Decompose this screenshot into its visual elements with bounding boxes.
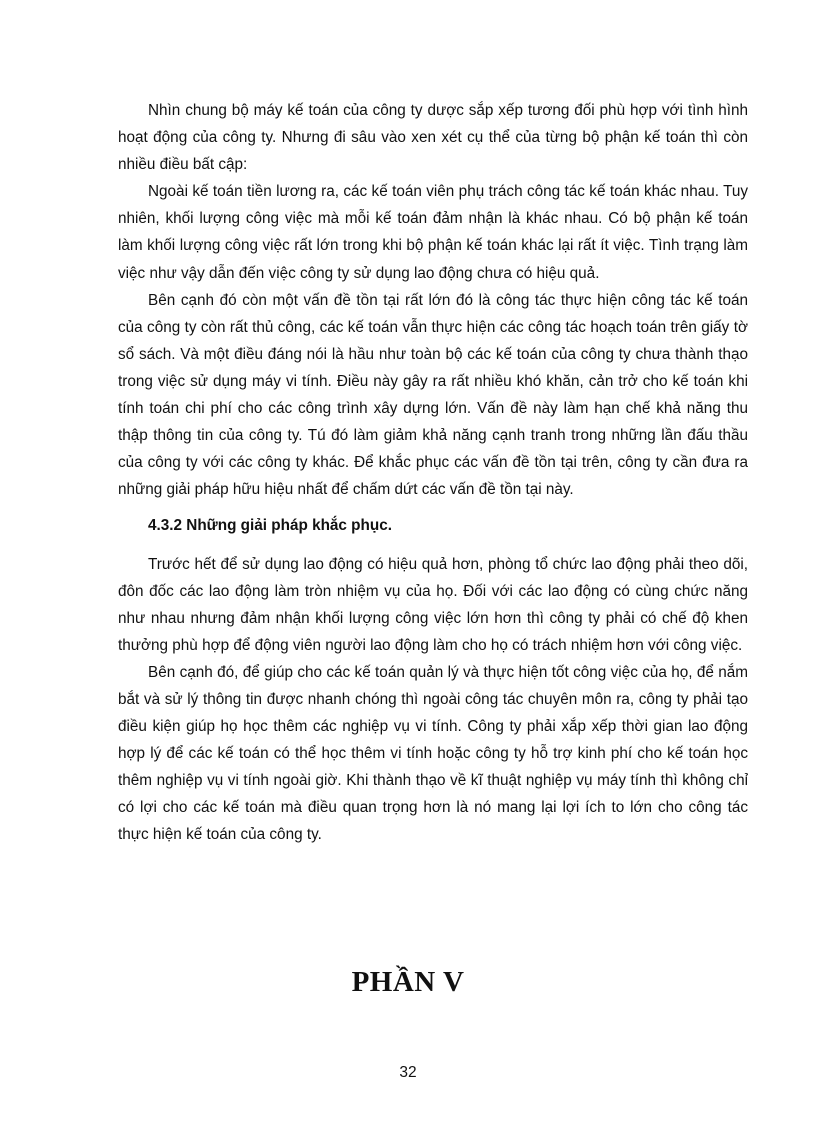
paragraph-solution-computing: Bên cạnh đó, để giúp cho các kế toán quản lý và thực hiện tốt công việc của họ, để nắm bắt và sử lý thông tin được nhanh chóng thì ngoài công tác chuyên môn ra, công ty phải tạo điều kiện giúp họ học thêm các nghiệp vụ vi tính. Công ty phải xắp xếp thời gian lao động hợp lý để các kế toán có thể học thêm vi tính hoặc công ty hỗ trợ kinh phí cho kế toán học thêm nghiệp vụ vi tính ngoài giờ. Khi thành thạo về kĩ thuật nghiệp vụ máy tính thì không chỉ có lợi cho các kế toán mà điều quan trọng hơn là nó mang lại lợi ích to lớn cho công tác thực hiện kế toán của công ty. xyxy=(118,663,748,844)
body-text xyxy=(118,97,748,849)
paragraph-workload: Ngoài kế toán tiền lương ra, các kế toán viên phụ trách công tác kế toán khác nhau. Tuy nhiên, khối lượng công việc mà mỗi kế toán đảm nhận là khác nhau. Có bộ phận kế toán làm khối lượng công việc rất lớn trong khi bộ phận kế toán khác lại rất ít việc. Tình trạng làm việc như vậy dẫn đến việc công ty sử dụng lao động chưa có hiệu quả. xyxy=(118,183,748,282)
paragraph-manual-accounting: Bên cạnh đó còn một vấn đề tồn tại rất lớn đó là công tác thực hiện công tác kế toán của công ty còn rất thủ công, các kế toán vẫn thực hiện các công tác hoạch toán trên giấy tờ sổ sách. Và một điều đáng nói là hầu như toàn bộ các kế toán của công ty chưa thành thạo trong việc sử dụng máy vi tính. Điều này gây ra rất nhiều khó khăn, cản trở cho kế toán khi tính toán chi phí cho các công trình xây dựng lớn. Vấn đề này làm hạn chế khả năng thu thập thông tin của công ty. Tú đó làm giảm khả năng cạnh tranh trong những lần đấu thầu của công ty với các công ty khác. Để khắc phục các vấn đề tồn tại trên, công ty cần đưa ra những giải pháp hữu hiệu nhất để chấm dứt các vấn đề tồn tại này. xyxy=(118,291,748,499)
paragraph-solution-labor: Trước hết để sử dụng lao động có hiệu quả hơn, phòng tổ chức lao động phải theo dõi, đôn đốc các lao động làm tròn nhiệm vụ của họ. Đối với các lao động có cùng chức năng như nhau nhưng đảm nhận khối lượng công việc lớn hơn thì công ty phải có chế độ khen thưởng phù hợp để động viên người lao động làm cho họ có trách nhiệm hơn với công việc. xyxy=(118,555,748,654)
part-title: PHẦN V xyxy=(351,966,465,998)
section-heading: 4.3.2 Những giải pháp khắc phục. xyxy=(148,517,392,535)
paragraph-overview: Nhìn chung bộ máy kế toán của công ty dược sắp xếp tương đối phù hợp với tình hình hoạt động của công ty. Nhưng đi sâu vào xen xét cụ thể của từng bộ phận kế toán thì còn nhiều điều bất cập: xyxy=(118,102,748,174)
page-number: 32 xyxy=(399,1064,417,1081)
